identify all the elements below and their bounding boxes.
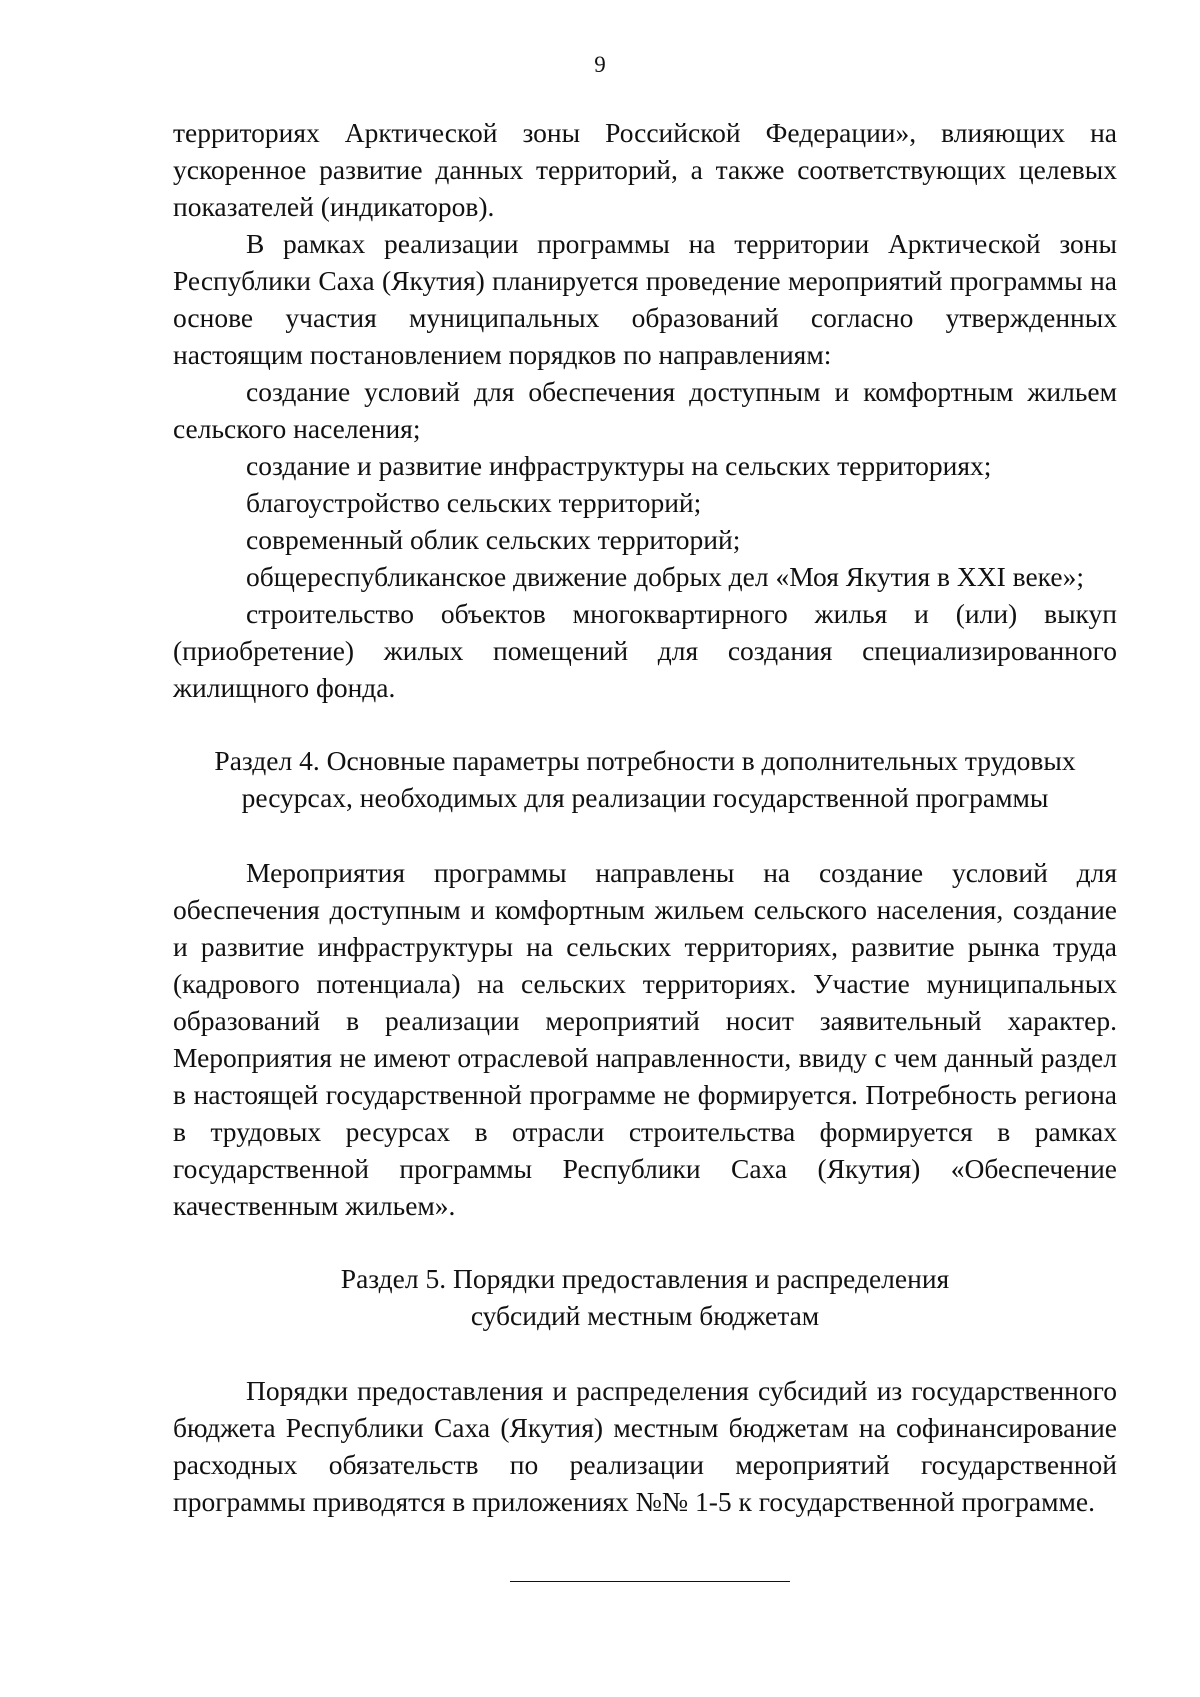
list-item-modern-look: современный облик сельских территорий; <box>246 524 741 555</box>
section-5-title-line-1: Раздел 5. Порядки предоставления и распределения <box>340 1263 950 1294</box>
page-body <box>173 114 1117 1520</box>
list-item-construction: строительство объектов многоквартирного жилья и (или) выкуп (приобретение) жилых помещений для создания специализированного жилищного фонда. <box>173 598 1117 703</box>
list-item-good-deeds: общереспубликанское движение добрых дел «Моя Якутия в XXI веке»; <box>246 561 1084 592</box>
paragraph-continuation: территориях Арктической зоны Российской Федерации», влияющих на ускоренное развитие данных территорий, а также соответствующих целевых показателей (индикаторов). <box>173 117 1117 222</box>
section-5-body: Порядки предоставления и распределения субсидий из государственного бюджета Республики Саха (Якутия) местным бюджетам на софинансирование расходных обязательств по реализации мероприятий государственной программы приводятся в приложениях №№ 1-5 к государственной программе. <box>173 1375 1117 1517</box>
paragraph-arctic-zone: В рамках реализации программы на территории Арктической зоны Республики Саха (Якутия) планируется проведение мероприятий программы на основе участия муниципальных образований согласно утвержденных настоящим постановлением порядков по направлениям: <box>173 228 1117 370</box>
section-4-title-line-2: ресурсах, необходимых для реализации государственной программы <box>241 782 1049 813</box>
section-4-title-line-1: Раздел 4. Основные параметры потребности в дополнительных трудовых <box>214 745 1076 776</box>
list-item-infrastructure: создание и развитие инфраструктуры на сельских территориях; <box>246 450 992 481</box>
section-5-heading <box>173 1260 1117 1334</box>
section-4-heading <box>173 742 1117 816</box>
page-number: 9 <box>594 52 606 77</box>
section-5-title-line-2: субсидий местным бюджетам <box>470 1300 820 1331</box>
section-4-body: Мероприятия программы направлены на создание условий для обеспечения доступным и комфортным жильем сельского населения, создание и развитие инфраструктуры на сельских территориях, развитие рынка труда (кадрового потенциала) на сельских территориях. Участие муниципальных образований в реализации мероприятий носит заявительный характер. Мероприятия не имеют отраслевой направленности, ввиду с чем данный раздел в настоящей государственной программе не формируется. Потребность региона в трудовых ресурсах в отрасли строительства формируется в рамках государственной программы Республики Саха (Якутия) «Обеспечение качественным жильем». <box>173 857 1117 1221</box>
closing-rule <box>510 1581 790 1582</box>
list-item-improvement: благоустройство сельских территорий; <box>246 487 702 518</box>
list-item-housing: создание условий для обеспечения доступным и комфортным жильем сельского населения; <box>173 376 1117 444</box>
